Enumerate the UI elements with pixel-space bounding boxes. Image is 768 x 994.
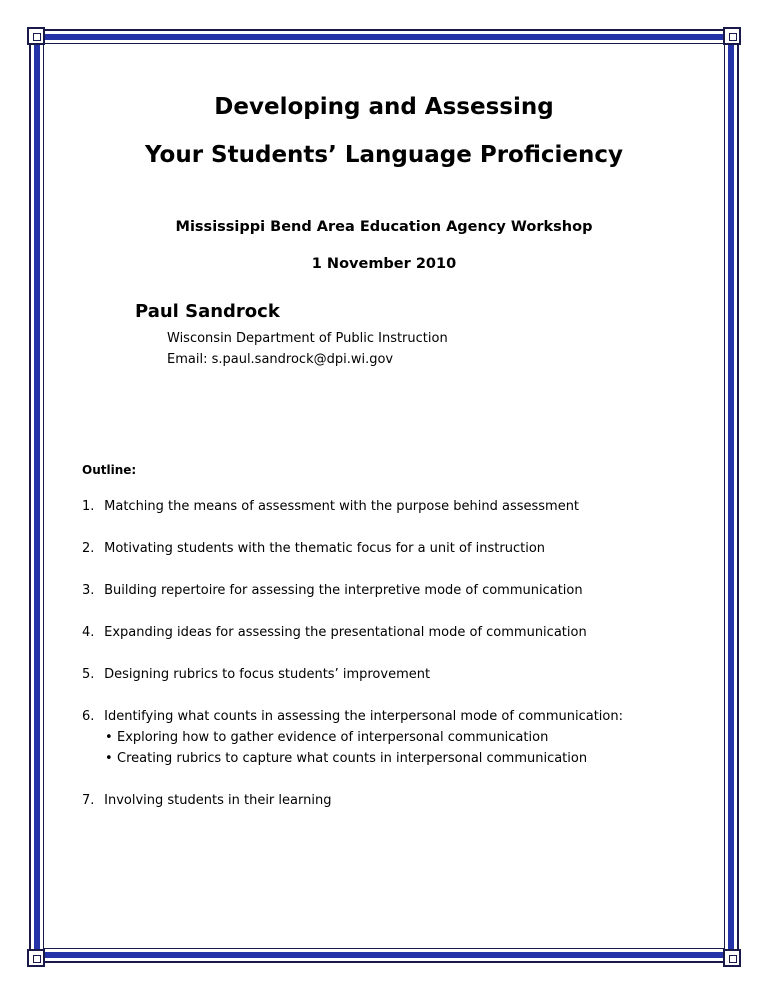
outline-item — [82, 498, 702, 516]
outline-item — [82, 792, 702, 810]
outline-item-text: Identifying what counts in assessing the interpersonal mode of communication: — [104, 709, 623, 724]
outline-item-number: 7. — [82, 793, 95, 808]
outline-sub-bullet — [105, 750, 588, 768]
outline-item — [82, 708, 702, 726]
bullet-icon: • — [105, 751, 113, 766]
border-corner-ornament — [27, 949, 45, 967]
presenter-email: Email: s.paul.sandrock@dpi.wi.gov — [167, 352, 394, 367]
document-title-line-1: Developing and Assessing — [214, 94, 554, 120]
outline-item — [82, 540, 702, 558]
outline-item-text: Expanding ideas for assessing the presentational mode of communication — [104, 625, 587, 640]
presenter-name: Paul Sandrock — [135, 301, 280, 322]
sub-bullet-text: Creating rubrics to capture what counts in interpersonal communication — [117, 751, 588, 766]
presenter-organization: Wisconsin Department of Public Instruction — [167, 331, 448, 346]
border-corner-ornament — [723, 27, 741, 45]
event-name: Mississippi Bend Area Education Agency Workshop — [175, 219, 593, 235]
outline-item-number: 2. — [82, 541, 95, 556]
outline-item-number: 4. — [82, 625, 95, 640]
outline-item-text: Designing rubrics to focus students’ improvement — [104, 667, 431, 682]
bullet-icon: • — [105, 730, 113, 745]
outline-item-number: 1. — [82, 499, 95, 514]
outline-item-number: 3. — [82, 583, 95, 598]
outline-item — [82, 624, 702, 642]
sub-bullet-text: Exploring how to gather evidence of interpersonal communication — [117, 730, 549, 745]
outline-sub-bullet — [105, 729, 549, 747]
event-date: 1 November 2010 — [311, 256, 457, 272]
outline-item-text: Motivating students with the thematic focus for a unit of instruction — [104, 541, 546, 556]
outline-item-text: Building repertoire for assessing the interpretive mode of communication — [104, 583, 583, 598]
outline-item — [82, 582, 702, 600]
outline-item-text: Involving students in their learning — [104, 793, 332, 808]
border-corner-ornament — [27, 27, 45, 45]
outline-item-number: 5. — [82, 667, 95, 682]
outline-item-text: Matching the means of assessment with the purpose behind assessment — [104, 499, 580, 514]
outline-item-number: 6. — [82, 709, 95, 724]
outline-item — [82, 666, 702, 684]
page-border-inner — [43, 43, 725, 949]
border-corner-ornament — [723, 949, 741, 967]
outline-heading: Outline: — [82, 463, 137, 477]
document-title-line-2: Your Students’ Language Proficiency — [144, 142, 623, 168]
